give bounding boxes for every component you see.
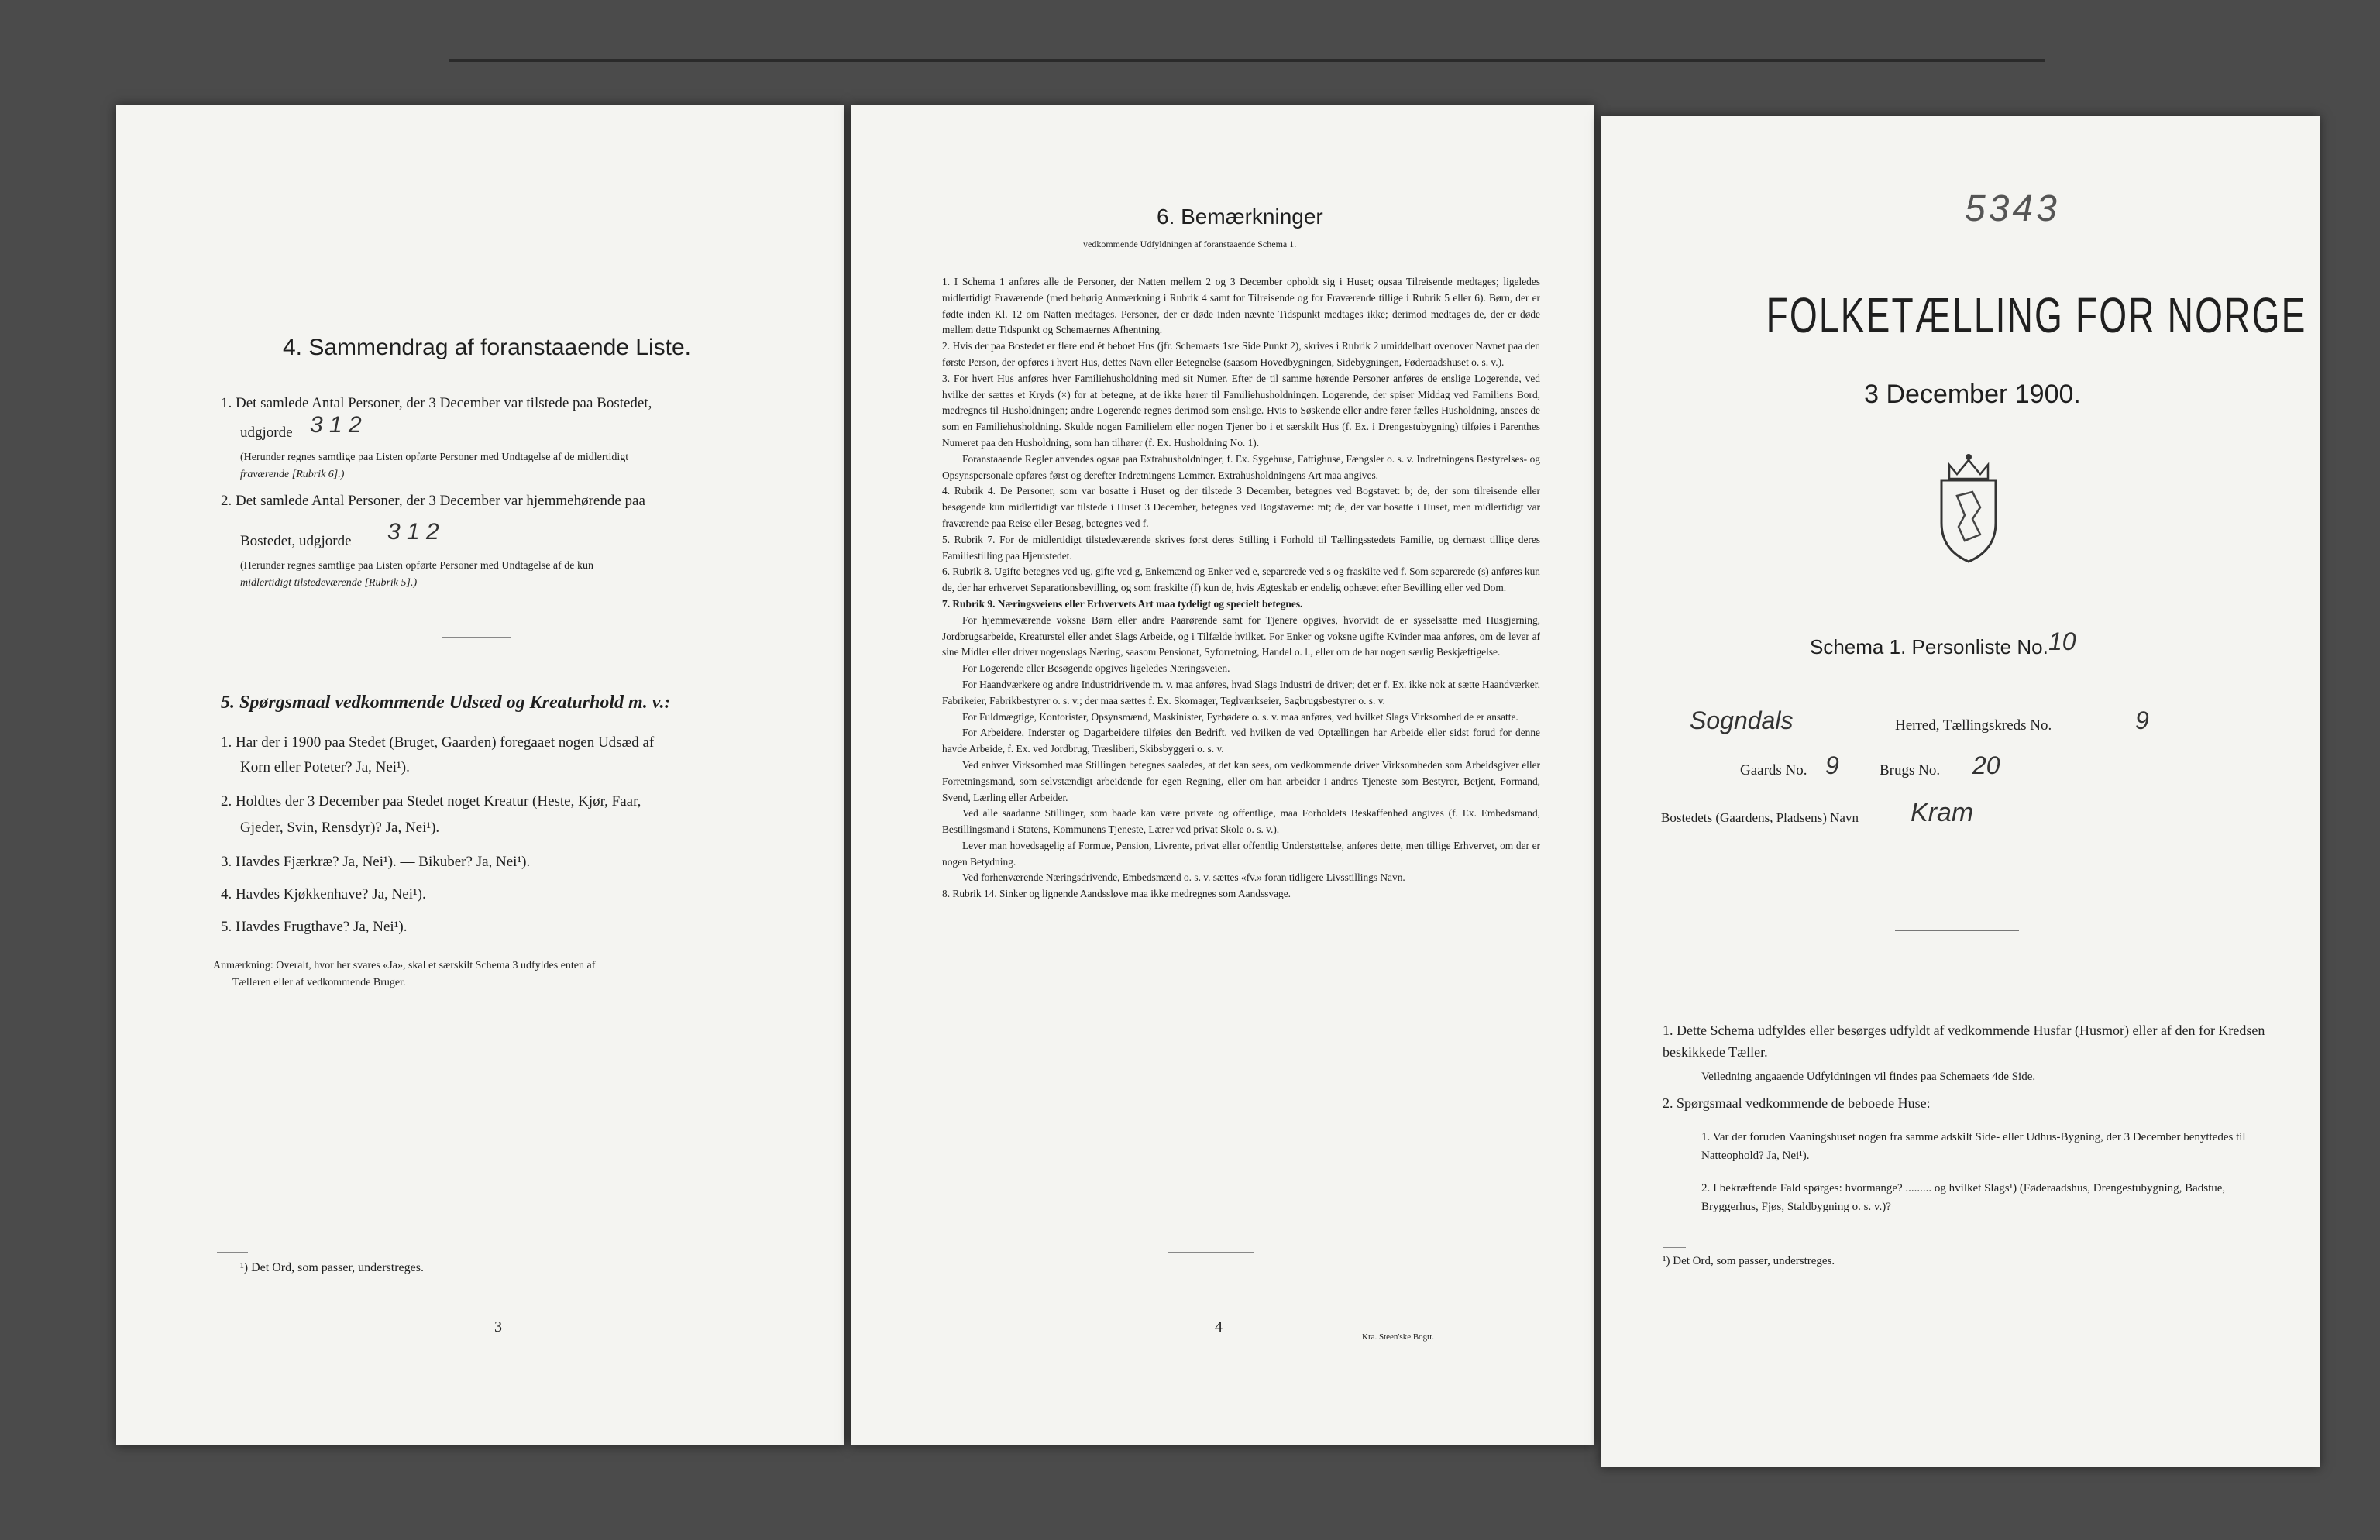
census-title: FOLKETÆLLING FOR NORGE xyxy=(1766,287,2307,343)
remark-1: 1. I Schema 1 anføres alle de Personer, der Natten mellem 2 og 3 December opholdt sig i Huset; ogsaa Tilreisende medtages; ligeledes midlertidigt Fraværende (med behørig Anmærkning i Rubrik 4 samt for Tilreisende og for Fraværende tillige i Rubrik 5 eller 6). Børn, der er fødte inden Kl. 12 om Natten medtages. Personer, der er døde inden nævnte Tidspunkt medtages ikke; derimod medtages de, der er døde mellem dette Tidspunkt og Schemaernes Afhentning. xyxy=(942,276,1540,336)
remark-7-i: Ved forhenværende Næringsdrivende, Embedsmænd o. s. v. sættes «fv.» foran tidligere Livsstillings Navn. xyxy=(962,871,1405,884)
item2-note-1: (Herunder regnes samtlige paa Listen opførte Personer med Undtagelse af de kun xyxy=(240,560,594,572)
brugs-label: Brugs No. xyxy=(1880,762,1941,779)
archive-stamp: 5343 xyxy=(1965,188,2060,229)
footnote-rule xyxy=(217,1252,248,1253)
remarks-heading: 6. Bemærkninger xyxy=(1157,205,1323,229)
printer-mark: Kra. Steen'ske Bogtr. xyxy=(1362,1332,1435,1342)
instruction-1: 1. Dette Schema udfyldes eller besørges udfyldt af vedkommende Husfar (Husmor) eller af den for Kredsen beskikkede Tæller. xyxy=(1663,1023,2265,1060)
remark-7-c: For Haandværkere og andre Industridrivende m. v. maa anføres, hvad Slags Industri de driver; det er f. Ex. ikke nok at sætte Haandværker, Fabrikeier, Fabrikbestyrer o. s. v.; der maa sættes f. Ex. Skomager, Teglværkseier, Sagbrugsbestyrer o. s. v. xyxy=(942,678,1540,706)
remark-8: 8. Rubrik 14. Sinker og lignende Aandssløve maa ikke medregnes som Aandssvage. xyxy=(942,888,1291,900)
item1-note-2: fraværende [Rubrik 6].) xyxy=(240,469,345,480)
page-number: 4 xyxy=(1215,1318,1223,1335)
remark-note-b: Tælleren eller af vedkommende Bruger. xyxy=(232,977,406,988)
census-date: 3 December 1900. xyxy=(1864,380,2081,409)
top-rule xyxy=(449,59,2045,62)
page-number: 3 xyxy=(494,1318,502,1335)
item2-label: Bostedet, udgjorde xyxy=(240,533,352,549)
question-4: 4. Havdes Kjøkkenhave? Ja, Nei¹). xyxy=(221,886,426,902)
ornament-divider xyxy=(1895,930,2019,931)
remark-7-d: For Fuldmægtige, Kontorister, Opsynsmænd, Maskinister, Fyrbødere o. s. v. maa anføres, ved hvilket Slags Virksomhed de er ansatte. xyxy=(962,710,1518,723)
gaards-number: 9 xyxy=(1825,751,1839,779)
remark-2: 2. Hvis der paa Bostedet er flere end ét beboet Hus (jfr. Schemaets 1ste Side Punkt 2), skrives i Rubrik 2 umiddelbart ovenover Navnet paa den første Person, der opføres i hvert Hus, dettes Navn eller Betegnelse (saasom Hovedbygningen, Sidebygningen, Føderaadshuset o. s. v.). xyxy=(942,340,1540,368)
remarks-subheading: vedkommende Udfyldningen af foranstaaende Schema 1. xyxy=(1083,239,1297,249)
item1-handwritten-value: 3 1 2 xyxy=(310,412,362,438)
item1-label: udgjorde xyxy=(240,425,293,441)
remark-6: 6. Rubrik 8. Ugifte betegnes ved ug, gifte ved g, Enkemænd og Enker ved e, separerede ved s og fraskilte ved f. Som separerede (s) anføres kun de, der har erhvervet Separationsbevilling, og som fraskilte (f) kun de, hvis Ægteskab er endelig ophævet efter Bevilling eller ved Dom. xyxy=(942,565,1540,594)
gaards-label: Gaards No. xyxy=(1740,762,1807,779)
footnote: ¹) Det Ord, som passer, understreges. xyxy=(240,1261,424,1274)
question-1a: 1. Har der i 1900 paa Stedet (Bruget, Gaarden) foregaaet nogen Udsæd af xyxy=(221,734,655,751)
remarks-list xyxy=(942,274,1540,902)
section5-heading: 5. Spørgsmaal vedkommende Udsæd og Kreaturhold m. v.: xyxy=(221,693,671,713)
remark-7-a: For hjemmeværende voksne Børn eller andre Paarørende samt for Tjenere opgives, hvorvidt de er sysselsatte med Husgjerning, Jordbrugsarbeide, Kreaturstel eller andet Slags Arbeide, og i Tilfælde hvilket. For Enker og voksne ugifte Kvinder maa anføres, om de lever af sine Midler eller driver nogenslags Næring, saasom Pensionat, Syforretning, Handel o. l., eller om de har nogen særlig Beskjæftigelse. xyxy=(942,614,1540,658)
instruction-2-2: 2. I bekræftende Fald spørges: hvormange? ......... og hvilket Slags¹) (Føderaadshus, Drengestubygning, Badstue, Bryggerhus, Fjøs, Staldbygning o. s. v.)? xyxy=(1701,1182,2226,1213)
item2-handwritten-value: 3 1 2 xyxy=(387,519,439,545)
instruction-2: 2. Spørgsmaal vedkommende de beboede Huse: xyxy=(1663,1095,1931,1111)
herred-label: Herred, Tællingskreds No. xyxy=(1895,717,2052,734)
remark-7-e: For Arbeidere, Inderster og Dagarbeidere tilføies den Bedrift, ved hvilken de ved Optællingen har Arbeide eller sidst forud for denne havde Arbeide, f. Ex. ved Jordbrug, Træsliberi, Skibsbyggeri o. s. v. xyxy=(942,727,1540,755)
schema-label: Schema 1. Personliste No. xyxy=(1810,635,2048,658)
remark-3-extra: Foranstaaende Regler anvendes ogsaa paa Extrahusholdninger, f. Ex. Sygehuse, Fattighuse, Fængsler o. s. v. Indretningens Bestyrelses- og Opsynspersonale opføres først og derefter Indretningens Lemmer. Extrahusholdningens Art maa angives. xyxy=(942,452,1540,481)
page-4-remarks xyxy=(851,105,1594,1445)
end-divider xyxy=(1168,1252,1254,1253)
herred-value: Sogndals xyxy=(1690,706,1794,734)
question-2a: 2. Holdtes der 3 December paa Stedet noget Kreatur (Heste, Kjør, Faar, xyxy=(221,793,641,810)
remark-5: 5. Rubrik 7. For de midlertidigt tilstedeværende skrives først deres Stilling i Forhold til Tællingsstedets Familie, og dernæst tillige deres Familiestilling paa Hjemstedet. xyxy=(942,533,1540,562)
footnote: ¹) Det Ord, som passer, understreges. xyxy=(1663,1255,1835,1267)
remark-7-g: Ved alle saadanne Stillinger, som baade kan være private og offentlige, maa Forholdets Beskaffenhed angives (f. Ex. Embedsmand, Bestillingsmand i Statens, Kommunens Tjeneste, Lærer ved privat Skole o. s. v.). xyxy=(942,807,1540,836)
question-2b: Gjeder, Svin, Rensdyr)? Ja, Nei¹). xyxy=(240,820,440,836)
question-5: 5. Havdes Frugthave? Ja, Nei¹). xyxy=(221,919,408,935)
summary-heading: 4. Sammendrag af foranstaaende Liste. xyxy=(283,335,691,360)
item1-text: 1. Det samlede Antal Personer, der 3 December var tilstede paa Bostedet, xyxy=(221,395,652,411)
footnote-rule xyxy=(1663,1247,1686,1248)
remark-7-f: Ved enhver Virksomhed maa Stillingen betegnes saaledes, at det kan sees, om vedkommende driver Virksomheden som Arbeidsgiver eller Forretningsmand, som selvstændigt arbeidende for egen Regning, eller om han arbeider i andres Tjeneste som Bestyrer, Betjent, Formand, Svend, Lærling eller Arbeider. xyxy=(942,758,1540,803)
question-1b: Korn eller Poteter? Ja, Nei¹). xyxy=(240,759,410,775)
item1-note-1: (Herunder regnes samtlige paa Listen opførte Personer med Undtagelse af de midlertidigt xyxy=(240,452,629,463)
cover-page xyxy=(1601,116,2320,1467)
schema-number: 10 xyxy=(2048,627,2076,655)
page-3-summary xyxy=(116,105,844,1445)
section-divider xyxy=(442,637,511,638)
coat-of-arms-icon xyxy=(1926,449,2011,565)
item2-text: 2. Det samlede Antal Personer, der 3 December var hjemmehørende paa xyxy=(221,493,645,509)
kreds-number: 9 xyxy=(2135,706,2149,734)
question-3: 3. Havdes Fjærkræ? Ja, Nei¹). — Bikuber? Ja, Nei¹). xyxy=(221,854,531,870)
remark-7-b: For Logerende eller Besøgende opgives ligeledes Næringsveien. xyxy=(962,662,1230,675)
bosted-value: Kram xyxy=(1911,798,1974,827)
remark-7: 7. Rubrik 9. Næringsveiens eller Erhvervets Art maa tydeligt og specielt betegnes. xyxy=(942,597,1303,610)
brugs-number: 20 xyxy=(1972,751,2000,779)
instruction-1-guide: Veiledning angaaende Udfyldningen vil findes paa Schemaets 4de Side. xyxy=(1701,1071,2036,1083)
remark-3: 3. For hvert Hus anføres hver Familiehusholdning med sit Numer. Efter de til samme hørende Personer anføres de enslige Logerende, ved hvilke der sættes et Kryds (×) for at betegne, at de ikke hører til Familiehusholdningen. Logerende, der spiser Middag ved Familiens Bord, medregnes til Husholdningen; andre Logerende regnes derimod som enslige. Hvis to Søskende eller andre fører fælles Husholdning, ansees de som en Familiehusholdning. Skulde nogen Familielem eller nogen Tjener bo i et særskilt Hus (f. Ex. i Drengestubygning) tilføies i Parenthes Numeret paa den Husholdning, som han tilhører (f. Ex. Husholdning No. 1). xyxy=(942,372,1540,449)
bosted-label: Bostedets (Gaardens, Pladsens) Navn xyxy=(1661,810,1859,825)
remark-note-a: Anmærkning: Overalt, hvor her svares «Ja», skal et særskilt Schema 3 udfyldes enten af xyxy=(213,960,596,971)
instruction-2-1: 1. Var der foruden Vaaningshuset nogen fra samme adskilt Side- eller Udhus-Bygning, der 3 December benyttedes til Natteophold? Ja, Nei¹). xyxy=(1701,1131,2246,1162)
remark-7-h: Lever man hovedsagelig af Formue, Pension, Livrente, privat eller offentlig Understøttelse, anføres dette, men tillige Erhvervet, om der er nogen Betydning. xyxy=(942,839,1540,868)
remark-4: 4. Rubrik 4. De Personer, som var bosatte i Huset og der tilstede 3 December, betegnes ved Bogstavet: b; de, der som tilreisende eller besøgende kun midlertidigt var tilstede i Huset 3 December, betegnes ved Bogstaverne: mt; de, der var bosatte i Huset, men midlertidigt var fraværende paa Reise eller Besøg, betegnes ved f. xyxy=(942,485,1540,529)
item2-note-2: midlertidigt tilstedeværende [Rubrik 5].) xyxy=(240,577,418,589)
